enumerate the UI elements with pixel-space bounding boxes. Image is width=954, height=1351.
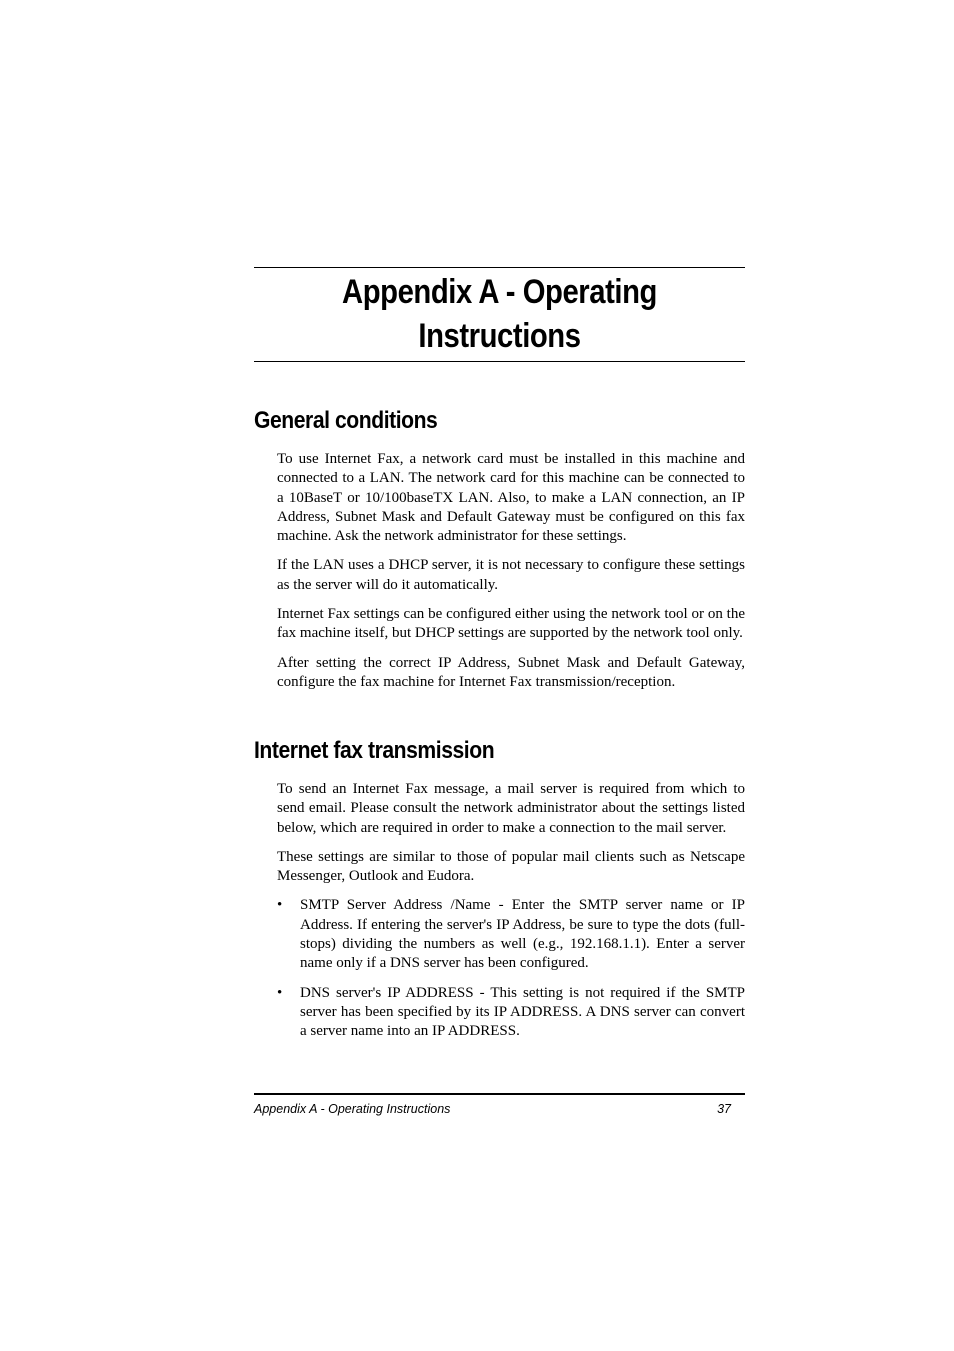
bullet-text: SMTP Server Address /Name - Enter the SMTP server name or IP Address. If entering the server's IP Address, be sure to type the dots (full-stops) dividing the numbers as well (e.g., 192.168.1.1). Enter a server name only if a DNS server has been configured. — [300, 897, 745, 972]
chapter-title — [288, 268, 710, 358]
page-number: 37 — [717, 1102, 731, 1116]
paragraph: After setting the correct IP Address, Subnet Mask and Default Gateway, configure the fax machine for Internet Fax transmission/reception. — [277, 654, 745, 690]
footer-rule — [254, 1093, 745, 1095]
chapter-title-line-1: Appendix A - Operating — [342, 273, 657, 311]
paragraph: Internet Fax settings can be configured either using the network tool or on the fax machine itself, but DHCP settings are supported by the network tool only. — [277, 606, 745, 642]
section-internet-fax-transmission — [254, 734, 745, 1052]
title-bottom-rule — [254, 361, 745, 362]
section-general-conditions — [254, 404, 745, 702]
document-page — [254, 0, 745, 1351]
paragraph: To send an Internet Fax message, a mail server is required from which to send email. Please consult the network administrator about the settings listed below, which are required in order to make a connection to the mail server. — [277, 781, 745, 836]
chapter-title-line-2: Instructions — [418, 317, 581, 355]
section-body — [277, 450, 745, 692]
bullet-text: DNS server's IP ADDRESS - This setting is not required if the SMTP server has been specified by its IP ADDRESS. A DNS server can convert a server name into an IP ADDRESS. — [300, 984, 745, 1040]
section-body — [277, 780, 745, 1042]
paragraph: To use Internet Fax, a network card must be installed in this machine and connected to a LAN. The network card for this machine can be connected to a 10BaseT or 10/100baseTX LAN. Also, to make a LAN connection, an IP Address, Subnet Mask and Default Gateway must be configured on this fax machine. Ask the network administrator for these settings. — [277, 451, 745, 545]
section-heading: Internet fax transmission — [254, 737, 495, 764]
paragraph: These settings are similar to those of popular mail clients such as Netscape Messenger, Outlook and Eudora. — [277, 848, 745, 885]
bullet-icon: • — [277, 897, 283, 914]
footer-title: Appendix A - Operating Instructions — [254, 1102, 451, 1116]
bullet-icon: • — [277, 984, 283, 1001]
paragraph: If the LAN uses a DHCP server, it is not necessary to configure these settings as the server will do it automatically. — [277, 557, 745, 593]
bullet-item — [277, 984, 745, 1042]
bullet-item — [277, 896, 745, 973]
section-heading: General conditions — [254, 407, 438, 434]
settings-bullet-list — [277, 896, 745, 1041]
